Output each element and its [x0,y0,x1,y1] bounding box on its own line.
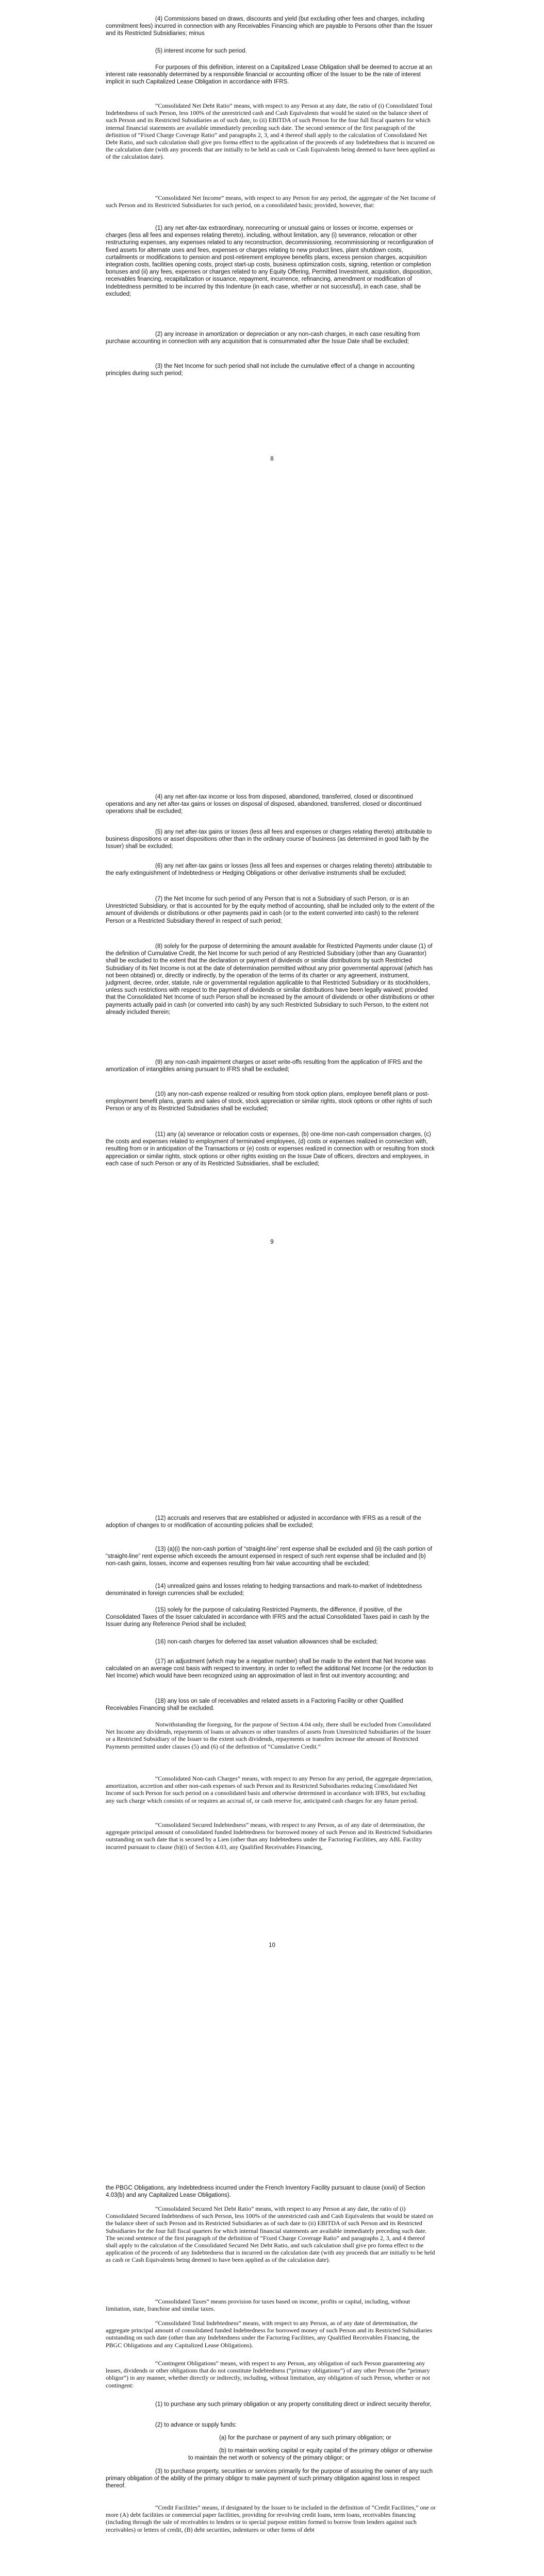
list-item: (15) solely for the purpose of calculating Restricted Payments, the difference, if positive, of the Consolidated Taxes of the Issuer calculated in accordance with IFRS and the actual Consolidated Taxes paid in cash by the Issuer during any Reference Period shall be included; [106,1607,430,1628]
definition-consolidated-total-indebtedness: “Consolidated Total Indebtedness” means, with respect to any Person, as of any date of determination, the aggregate principal amount of consolidated funded Indebtedness for borrowed money of such Person and its Restricted Subsidiaries outstanding on such date (other than any Indebtedness under the Factoring Facilities, any Qualified Receivables Financing, the PBGC Obligations and any Capitalized Lease Obligations). [106,2319,433,2349]
list-item: (b) to maintain working capital or equity capital of the primary obligor or otherwise to maintain the net worth or solvency of the primary obligor; or [188,2448,433,2462]
definition-credit-facilities: “Credit Facilities” means, if designated by the Issuer to be included in the definition of “Credit Facilities,” one or more (A) debt facilities or commercial paper facilities, providing for revolving credit loans, term loans, receivables financing (including through the sale of receivables to lenders or to special purpose entities formed to borrow from lenders against such receivables) or letters of credit, (B) debt securities, indentures or other forms of debt [106,2504,436,2533]
list-item: (9) any non-cash impairment charges or asset write-offs resulting from the application of IFRS and the amortization of intangibles arising pursuant to IFRS shall be excluded; [106,1059,423,1073]
list-item: (10) any non-cash expense realized or resulting from stock option plans, employee benefit plans or post-employment benefit plans, grants and sales of stock, stock appreciation or similar rights, stock options or other rights of such Person or any of its Restricted Subsidiaries shall be excluded; [106,1091,432,1112]
definition-consolidated-secured-net-debt-ratio: “Consolidated Secured Net Debt Ratio” means, with respect to any Person at any date, the ratio of (i) Consolidated Secured Indebtedness of such Person, less 100% of the unrestricted cash and Cash Equivalents that would be stated on the balance sheet of such Person and its Restricted Subsidiaries as of such date to (ii) EBITDA of such Person and its Restricted Subsidiaries for the four full fiscal quarters for which internal financial statements are available immediately preceding such date. The second sentence of the first paragraph of the definition of “Fixed Charge Coverage Ratio” and paragraphs 2, 3, and 4 thereof shall apply to the calculation of the Consolidated Secured Net Debt Ratio, and such calculation shall give pro forma effect to the application of the proceeds of any Indebtedness that is incurred on the calculation date (with any proceeds that are initially to be held as cash or Cash Equivalents being deemed to have been applied as of the calculation date). [106,2205,435,2264]
definition-consolidated-non-cash-charges: “Consolidated Non-cash Charges” means, with respect to any Person for any period, the aggregate depreciation, amortization, accretion and other non-cash expenses of such Person and its Restricted Subsidiaries reducing Consolidated Net Income of such Person for such period on a consolidated basis and otherwise determined in accordance with IFRS, but excluding any such charge which consists of or requires an accrual of, or cash reserve for, anticipated cash charges for any future period. [106,1775,433,1804]
list-item: (14) unrealized gains and losses relating to hedging transactions and mark-to-market of Indebtedness denominated in foreign currencies shall be excluded; [106,1583,422,1597]
paragraph: (4) Commissions based on draws, discounts and yield (but excluding other fees and charges, including commitment fees) incurred in connection with any Receivables Financing which are payable to Persons other than the Issuer and its Restricted Subsidiaries; minus [106,16,433,37]
list-item: (13) (a)(i) the non-cash portion of “straight-line” rent expense shall be excluded and (ii) the cash portion of “straight-line” rent expense which exceeds the amount expensed in respect of such rent expense shall be included and (b) non-cash gains, losses, income and expenses resulting from fair value accounting shall be excluded; [106,1546,432,1567]
definition-contingent-obligations: “Contingent Obligations” means, with respect to any Person, any obligation of such Person guaranteeing any leases, dividends or other obligations that do not constitute Indebtedness (“primary obligations”) of any other Person (the “primary obligor”) in any manner, whether directly or indirectly, including, without limitation, any obligation of such Person, whether or not contingent: [106,2360,430,2389]
list-item: (4) any net after-tax income or loss from disposed, abandoned, transferred, closed or discontinued operations and any net after-tax gains or losses on disposal of disposed, abandoned, transferred, closed or discontinued operations shall be excluded; [106,794,422,815]
list-item: (17) an adjustment (which may be a negative number) shall be made to the extent that Net Income was calculated on an average cost basis with respect to inventory, in order to reflect the additional Net Income (or the reduction to Net Income) which would have been recognized using an approximation of last in first out inventory accounting; and [106,1658,434,1680]
list-item: (2) to advance or supply funds: [155,2422,237,2428]
page-number: 9 [270,1239,274,1245]
definition-consolidated-net-debt-ratio: “Consolidated Net Debt Ratio” means, with respect to any Person at any date, the ratio of (i) Consolidated Total Indebtedness of such Person, less 100% of the unrestricted cash and Cash Equivalents that would be stated on the balance sheet of such Person and its Restricted Subsidiaries as of such date, to (ii) EBITDA of such Person for the four full fiscal quarters for which internal financial statements are available immediately preceding such date. The second sentence of the first paragraph of the definition of “Fixed Charge Coverage Ratio” and paragraphs 2, 3, and 4 thereof shall apply to the calculation of Consolidated Net Debt Ratio, and such calculation shall give pro forma effect to the application of the proceeds of any Indebtedness that is incurred on the calculation date (with any proceeds that are initially to be held as cash or Cash Equivalents being deemed to have been applied as of the calculation date). [106,102,435,161]
page-number: 8 [270,456,274,462]
definition-consolidated-secured-indebtedness: “Consolidated Secured Indebtedness” means, with respect to any Person, as of any date of determination, the aggregate principal amount of consolidated funded Indebtedness for borrowed money of such Person and its Restricted Subsidiaries outstanding on such date that is secured by a Lien (other than any Indebtedness under the Factoring Facilities, any ABL Facility incurred pursuant to clause (b)(i) of Section 4.03, any Qualified Receivables Financing, [106,1821,433,1851]
definition-consolidated-taxes: “Consolidated Taxes” means provision for taxes based on income, profits or capital, including, without limitation, state, franchise and similar taxes. [106,2298,410,2313]
document-page-10 [0,1494,544,2190]
document-page-9 [0,794,544,1494]
list-item: (16) non-cash charges for deferred tax asset valuation allowances shall be excluded; [155,1639,378,1645]
list-item: (2) any increase in amortization or depreciation or any non-cash charges, in each case resulting from purchase accounting in connection with any acquisition that is consummated after the Issue Date shall be excluded; [106,331,420,345]
list-item: (3) the Net Income for such period shall not include the cumulative effect of a change in accounting principles during such period; [106,363,415,377]
document-page-8 [0,0,544,799]
list-item: (1) to purchase any such primary obligation or any property constituting direct or indirect security therefor, [155,2401,432,2408]
list-item: (11) any (a) severance or relocation costs or expenses, (b) one-time non-cash compensation charges, (c) the costs and expenses related to employment of terminated employees, (d) costs or expenses realized in connection with, resulting from or in anticipation of the Transactions or (e) costs or expenses realized in connection with or resulting from stock appreciation or similar rights, stock options or other rights existing on the Issue Date of officers, directors and employees, in each case of such Person or any of its Restricted Subsidiaries, shall be excluded; [106,1131,435,1167]
list-item: (12) accruals and reserves that are established or adjusted in accordance with IFRS as a result of the adoption of changes to or modification of accounting policies shall be excluded; [106,1515,421,1529]
page-number: 10 [269,1942,275,1948]
list-item: (8) solely for the purpose of determining the amount available for Restricted Payments under clause (1) of the definition of Cumulative Credit, the Net Income for such period of any Restricted Subsidiary (other than any Guarantor) shall be excluded to the extent that the declaration or payment of dividends or similar distributions by such Restricted Subsidiary of its Net Income is not at the date of determination permitted without any prior governmental approval (which has not been obtained) or, directly or indirectly, by the operation of the terms of its charter or any agreement, instrument, judgment, decree, order, statute, rule or governmental regulation applicable to that Restricted Subsidiary or its stockholders, unless such restrictions with respect to the payment of dividends or similar distributions have been legally waived; provided that the Consolidated Net Income of such Person shall be increased by the amount of dividends or other distributions or other payments actually paid in cash (or converted into cash) by any such Restricted Subsidiary to such Person, to the extent not already included therein; [106,943,435,1015]
list-item: (6) any net after-tax gains or losses (less all fees and expenses or charges relating thereto) attributable to the early extinguishment of Indebtedness or Hedging Obligations or other derivative instruments shall be excluded; [106,863,432,877]
paragraph: For purposes of this definition, interest on a Capitalized Lease Obligation shall be deemed to accrue at an interest rate reasonably determined by a responsible financial or accounting officer of the Issuer to be the rate of interest implicit in such Capitalized Lease Obligation in accordance with IFRS. [106,64,432,86]
list-item: (7) the Net Income for such period of any Person that is not a Subsidiary of such Person, or is an Unrestricted Subsidiary, or that is accounted for by the equity method of accounting, shall be included only to the extent of the amount of dividends or distributions or other payments paid in cash (or to the extent converted into cash) to the referent Person or a Restricted Subsidiary thereof in respect of such period; [106,896,435,924]
document-page-11 [0,2185,544,2576]
list-item: (18) any loss on sale of receivables and related assets in a Factoring Facility or other Qualified Receivables Financing shall be excluded. [106,1698,403,1712]
list-item: (3) to purchase property, securities or services primarily for the purpose of assuring the owner of any such primary obligation of the ability of the primary obligor to make payment of such primary obligation against loss in respect thereof. [106,2468,433,2489]
paragraph: Notwithstanding the foregoing, for the purpose of Section 4.04 only, there shall be excluded from Consolidated Net Income any dividends, repayments of loans or advances or other transfers of assets from Unrestricted Subsidiaries of the Issuer or a Restricted Subsidiary of the Issuer to the extent such dividends, repayments or transfers increase the amount of Restricted Payments permitted under clauses (5) and (6) of the definition of “Cumulative Credit.” [106,1721,431,1750]
definition-consolidated-net-income: “Consolidated Net Income” means, with respect to any Person for any period, the aggregate of the Net Income of such Person and its Restricted Subsidiaries for such period, on a consolidated basis; provided, however, that: [106,194,436,209]
paragraph: the PBGC Obligations, any Indebtedness incurred under the French Inventory Facility pursuant to clause (xxvii) of Section 4.03(b) and any Capitalized Lease Obligations). [106,2185,425,2199]
list-item: (a) for the purchase or payment of any such primary obligation; or [219,2435,391,2441]
list-item: (5) any net after-tax gains or losses (less all fees and expenses or charges relating thereto) attributable to business dispositions or asset dispositions other than in the ordinary course of business (as determined in good faith by the Issuer) shall be excluded; [106,829,432,850]
list-item: (1) any net after-tax extraordinary, nonrecurring or unusual gains or losses or income, expenses or charges (less all fees and expenses relating thereto), including, without limitation, any (i) severance, relocation or other restructuring expenses, any expenses related to any reconstruction, decommissioning, recommissioning or reconfiguration of fixed assets for alternate uses and fees, expenses or charges relating to new product lines, plant shutdown costs, curtailments or modifications to pension and post-retirement employee benefits plans, excess pension charges, acquisition integration costs, facilities opening costs, project start-up costs, business optimization costs, signing, retention or completion bonuses and (ii) any fees, expenses or charges related to any Equity Offering, Permitted Investment, acquisition, disposition, receivables financing, recapitalization or issuance, repayment, incurrence, refinancing, amendment or modification of Indebtedness permitted to be incurred by this Indenture (in each case, whether or not successful), in each case, shall be excluded; [106,225,434,297]
paragraph: (5) interest income for such period. [155,48,247,54]
